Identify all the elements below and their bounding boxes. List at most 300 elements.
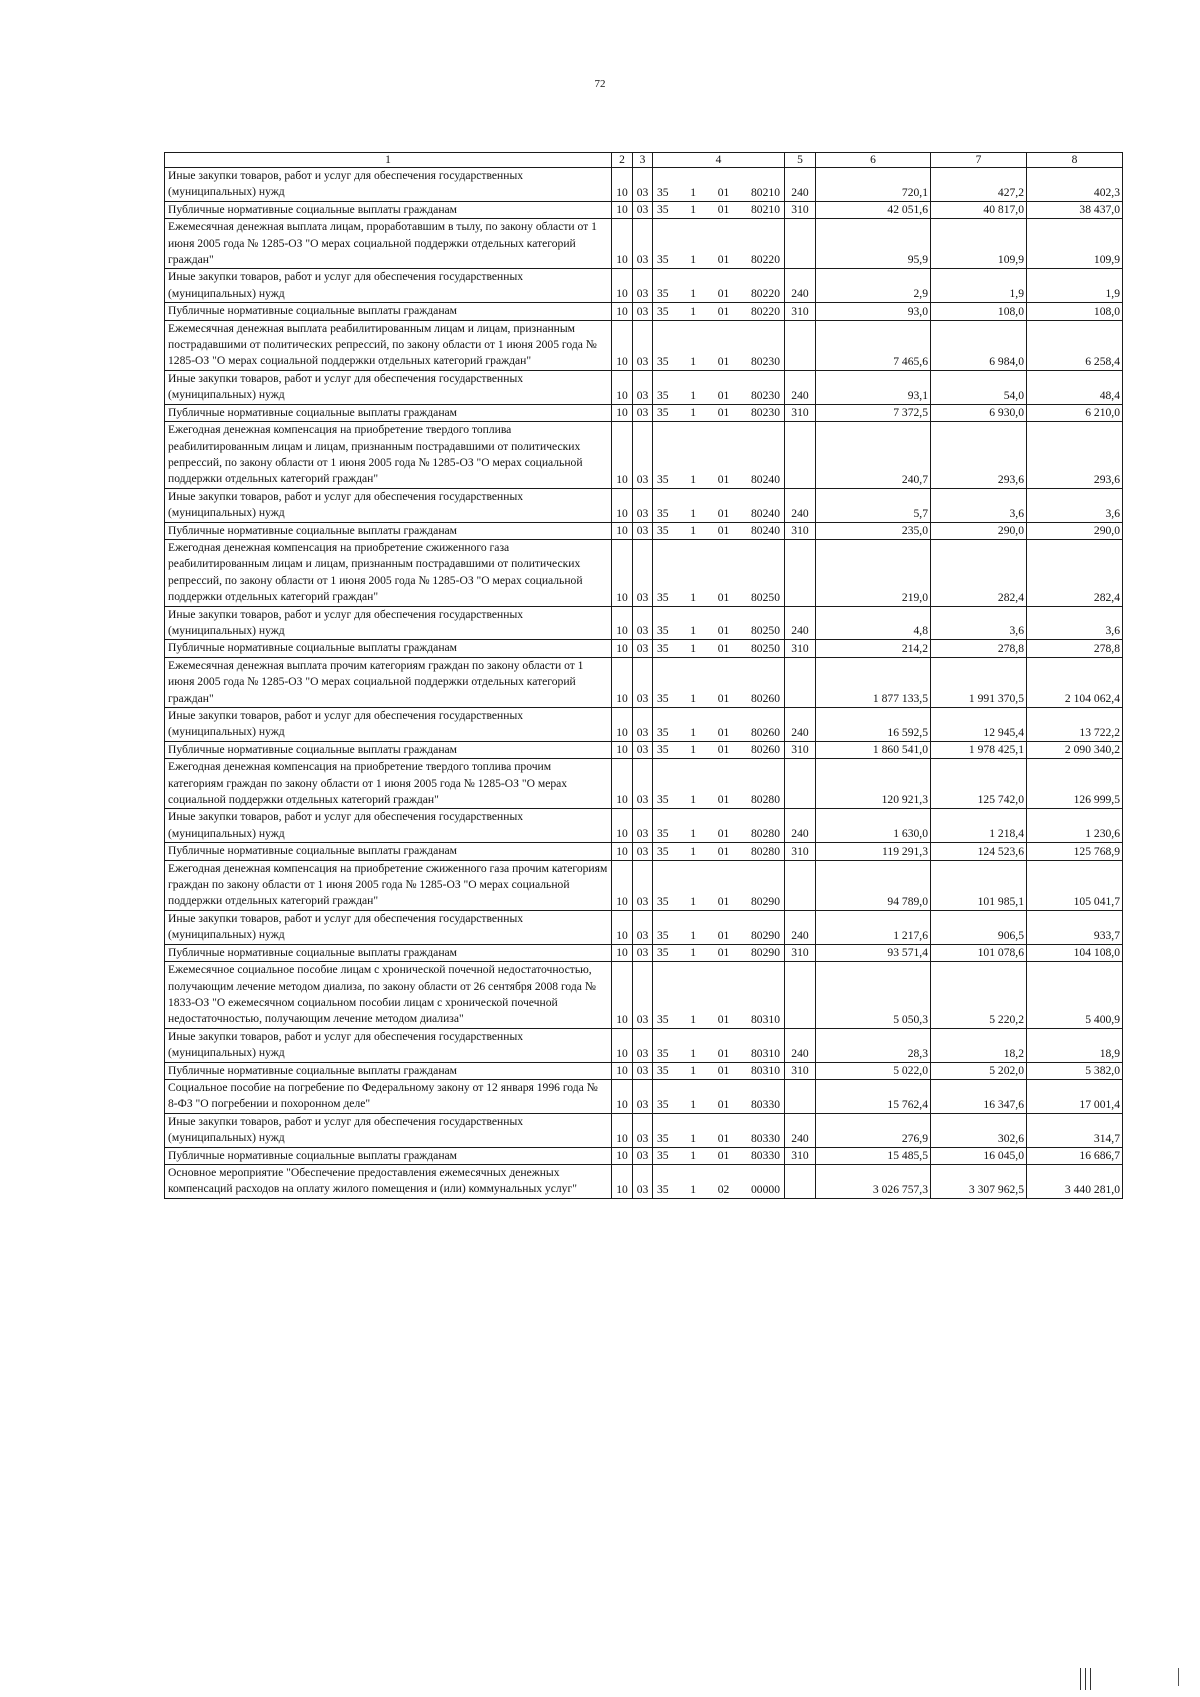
row-target-code [653,1113,785,1147]
row-amount-col-8: 278,8 [1027,640,1123,657]
row-amount-col-7: 1 218,4 [931,809,1027,843]
target-code-part: 1 [690,793,697,807]
row-name: Публичные нормативные социальные выплаты гражданам [165,1062,612,1079]
target-code-parts [657,1097,780,1113]
target-code-part: 80240 [751,472,780,486]
row-expense-type-code: 240 [785,809,816,843]
row-section-code: 10 [612,168,633,202]
row-amount-col-8: 108,0 [1027,303,1123,320]
row-expense-type-code: 240 [785,910,816,944]
row-subsection-code: 03 [633,640,653,657]
page-number: 72 [594,78,606,90]
row-amount-col-6: 240,7 [816,422,931,489]
row-amount-col-7: 6 984,0 [931,320,1027,370]
row-amount-col-7: 5 220,2 [931,962,1027,1029]
table-row [165,1062,1123,1079]
row-name: Иные закупки товаров, работ и услуг для обеспечения государственных (муниципальных) нужд [165,606,612,640]
row-amount-col-7: 6 930,0 [931,404,1027,421]
row-section-code: 10 [612,860,633,910]
target-code-part: 80330 [751,1148,780,1162]
target-code-part: 1 [690,946,697,960]
target-code-parts [657,623,780,639]
target-code-parts [657,304,780,320]
row-target-code [653,320,785,370]
target-code-part: 1 [690,253,697,267]
target-code-part: 1 [690,1012,697,1026]
row-expense-type-code [785,1079,816,1113]
row-target-code [653,759,785,809]
target-code-part: 01 [717,287,730,301]
row-name: Ежегодная денежная компенсация на приобретение твердого топлива прочим категориям граждан по закону области от 1 июня 2005 года № 1285-ОЗ "О мерах социальной поддержки отдельных категорий граждан" [165,759,612,809]
target-code-part: 80230 [751,354,780,368]
row-section-code: 10 [612,370,633,404]
target-code-parts [657,928,780,944]
target-code-part: 80260 [751,692,780,705]
row-section-code: 10 [612,1062,633,1079]
target-code-part: 35 [657,472,669,486]
row-expense-type-code: 310 [785,843,816,860]
table-row [165,522,1123,539]
table-row [165,370,1123,404]
target-code-parts [657,792,780,808]
row-target-code [653,962,785,1029]
row-expense-type-code: 310 [785,741,816,758]
target-code-part: 35 [657,253,669,267]
row-section-code: 10 [612,741,633,758]
row-amount-col-7: 101 078,6 [931,944,1027,961]
target-code-part: 35 [657,844,669,858]
row-target-code [653,809,785,843]
target-code-part: 35 [657,1012,669,1026]
target-code-parts [657,252,780,268]
header-col-7: 7 [931,153,1027,168]
target-code-parts [657,844,780,860]
target-code-part: 1 [690,590,697,604]
table-row [165,422,1123,489]
row-amount-col-8: 104 108,0 [1027,944,1123,961]
row-section-code: 10 [612,303,633,320]
budget-table [164,152,1123,1199]
row-amount-col-8: 933,7 [1027,910,1123,944]
table-row [165,168,1123,202]
target-code-part: 35 [657,743,669,757]
target-code-part: 35 [657,203,669,217]
target-code-part: 80330 [751,1097,780,1111]
target-code-part: 01 [717,304,730,318]
target-code-parts [657,641,780,657]
row-amount-col-7: 427,2 [931,168,1027,202]
row-target-code [653,1147,785,1164]
row-amount-col-7: 1 978 425,1 [931,741,1027,758]
row-amount-col-6: 93,0 [816,303,931,320]
row-expense-type-code: 240 [785,488,816,522]
target-code-parts [657,1063,780,1079]
row-target-code [653,168,785,202]
target-code-part: 01 [717,354,730,368]
target-code-parts [657,1182,780,1198]
target-code-part: 35 [657,624,669,638]
row-subsection-code: 03 [633,1113,653,1147]
target-code-part: 01 [717,1063,730,1077]
target-code-part: 1 [690,827,697,841]
table-row [165,606,1123,640]
target-code-part: 01 [717,406,730,420]
target-code-part: 01 [717,1046,730,1060]
row-target-code [653,741,785,758]
target-code-part: 80310 [751,1063,780,1077]
row-amount-col-7: 16 045,0 [931,1147,1027,1164]
target-code-part: 1 [690,641,697,655]
row-amount-col-8: 5 400,9 [1027,962,1123,1029]
row-target-code [653,539,785,606]
row-amount-col-6: 7 372,5 [816,404,931,421]
target-code-part: 1 [690,743,697,757]
table-row [165,539,1123,606]
row-amount-col-7: 278,8 [931,640,1027,657]
row-expense-type-code [785,657,816,707]
row-expense-type-code: 310 [785,1062,816,1079]
barcode-mark [1080,1668,1096,1690]
row-amount-col-6: 95,9 [816,219,931,269]
target-code-part: 01 [717,641,730,655]
table-row [165,219,1123,269]
target-code-part: 35 [657,827,669,841]
row-subsection-code: 03 [633,488,653,522]
row-subsection-code: 03 [633,843,653,860]
target-code-part: 01 [717,523,730,537]
row-expense-type-code: 310 [785,1147,816,1164]
row-subsection-code: 03 [633,962,653,1029]
target-code-parts [657,202,780,218]
row-subsection-code: 03 [633,1028,653,1062]
row-amount-col-8: 293,6 [1027,422,1123,489]
target-code-part: 35 [657,590,669,604]
row-amount-col-8: 125 768,9 [1027,843,1123,860]
row-target-code [653,640,785,657]
row-amount-col-8: 5 382,0 [1027,1062,1123,1079]
row-amount-col-6: 2,9 [816,269,931,303]
target-code-part: 35 [657,304,669,318]
row-name: Публичные нормативные социальные выплаты гражданам [165,741,612,758]
target-code-part: 02 [717,1182,730,1196]
row-section-code: 10 [612,606,633,640]
target-code-part: 35 [657,354,669,368]
row-expense-type-code [785,759,816,809]
row-section-code: 10 [612,809,633,843]
target-code-part: 80280 [751,844,780,858]
target-code-parts [657,742,780,758]
row-amount-col-8: 314,7 [1027,1113,1123,1147]
row-expense-type-code: 240 [785,370,816,404]
row-expense-type-code: 310 [785,404,816,421]
table-row [165,269,1123,303]
row-amount-col-6: 1 877 133,5 [816,657,931,707]
row-subsection-code: 03 [633,269,653,303]
row-subsection-code: 03 [633,168,653,202]
target-code-part: 80240 [751,506,780,520]
row-subsection-code: 03 [633,759,653,809]
target-code-part: 1 [690,406,697,420]
row-amount-col-8: 2 104 062,4 [1027,657,1123,707]
row-amount-col-8: 13 722,2 [1027,708,1123,742]
row-target-code [653,708,785,742]
target-code-part: 80280 [751,827,780,841]
row-subsection-code: 03 [633,1164,653,1198]
row-amount-col-7: 124 523,6 [931,843,1027,860]
target-code-part: 80240 [751,523,780,537]
row-subsection-code: 03 [633,910,653,944]
table-row [165,201,1123,218]
row-amount-col-6: 235,0 [816,522,931,539]
header-col-6: 6 [816,153,931,168]
target-code-part: 35 [657,1148,669,1162]
row-amount-col-8: 126 999,5 [1027,759,1123,809]
row-amount-col-6: 7 465,6 [816,320,931,370]
header-col-3: 3 [633,153,653,168]
row-amount-col-6: 1 217,6 [816,910,931,944]
target-code-part: 1 [690,894,697,908]
table-row [165,404,1123,421]
target-code-parts [657,286,780,302]
row-subsection-code: 03 [633,370,653,404]
target-code-part: 1 [690,1063,697,1077]
target-code-part: 35 [657,1046,669,1060]
target-code-part: 1 [690,304,697,318]
target-code-part: 80230 [751,388,780,402]
target-code-part: 35 [657,523,669,537]
row-amount-col-6: 219,0 [816,539,931,606]
target-code-parts [657,945,780,961]
header-col-8: 8 [1027,153,1123,168]
row-section-code: 10 [612,201,633,218]
table-row [165,640,1123,657]
row-name: Ежемесячное социальное пособие лицам с хронической почечной недостаточностью, получающим лечение методом диализа, по закону области от 26 сентября 2008 года № 1833-ОЗ "О ежемесячном социальном пособии лицам с хронической почечной недостаточностью, получающим лечение методом диализа" [165,962,612,1029]
row-target-code [653,219,785,269]
table-row [165,1113,1123,1147]
row-target-code [653,657,785,707]
table-row [165,708,1123,742]
row-section-code: 10 [612,1147,633,1164]
row-name: Ежегодная денежная компенсация на приобретение сжиженного газа прочим категориям граждан по закону области от 1 июня 2005 года № 1285-ОЗ "О мерах социальной поддержки отдельных категорий граждан" [165,860,612,910]
target-code-part: 35 [657,894,669,908]
row-section-code: 10 [612,1028,633,1062]
row-target-code [653,910,785,944]
target-code-part: 80250 [751,624,780,638]
row-name: Публичные нормативные социальные выплаты гражданам [165,1147,612,1164]
table-row [165,759,1123,809]
row-subsection-code: 03 [633,657,653,707]
row-expense-type-code [785,962,816,1029]
row-amount-col-8: 48,4 [1027,370,1123,404]
target-code-part: 80280 [751,793,780,807]
table-body [165,168,1123,1199]
row-target-code [653,269,785,303]
row-amount-col-8: 282,4 [1027,539,1123,606]
row-amount-col-6: 3 026 757,3 [816,1164,931,1198]
row-target-code [653,422,785,489]
row-amount-col-8: 3,6 [1027,606,1123,640]
row-amount-col-7: 108,0 [931,303,1027,320]
target-code-part: 1 [690,203,697,217]
target-code-part: 80210 [751,203,780,217]
target-code-part: 01 [717,1012,730,1026]
target-code-parts [657,523,780,539]
row-expense-type-code: 240 [785,1028,816,1062]
target-code-part: 80290 [751,928,780,942]
row-target-code [653,1028,785,1062]
row-target-code [653,201,785,218]
target-code-part: 01 [717,692,730,705]
row-amount-col-8: 6 258,4 [1027,320,1123,370]
row-name: Публичные нормативные социальные выплаты гражданам [165,843,612,860]
row-section-code: 10 [612,910,633,944]
header-col-5: 5 [785,153,816,168]
row-amount-col-8: 105 041,7 [1027,860,1123,910]
row-name: Социальное пособие на погребение по Федеральному закону от 12 января 1996 года № 8-ФЗ "О погребении и похоронном деле" [165,1079,612,1113]
row-subsection-code: 03 [633,606,653,640]
row-name: Иные закупки товаров, работ и услуг для обеспечения государственных (муниципальных) нужд [165,809,612,843]
target-code-part: 35 [657,406,669,420]
row-name: Иные закупки товаров, работ и услуг для обеспечения государственных (муниципальных) нужд [165,910,612,944]
row-target-code [653,843,785,860]
row-amount-col-7: 101 985,1 [931,860,1027,910]
row-expense-type-code: 240 [785,606,816,640]
target-code-part: 80310 [751,1012,780,1026]
table-row [165,657,1123,707]
row-name: Публичные нормативные социальные выплаты гражданам [165,944,612,961]
target-code-part: 35 [657,1063,669,1077]
target-code-part: 01 [717,253,730,267]
target-code-part: 01 [717,844,730,858]
row-expense-type-code [785,219,816,269]
row-amount-col-6: 15 762,4 [816,1079,931,1113]
target-code-part: 80310 [751,1046,780,1060]
table-row [165,1164,1123,1198]
target-code-part: 35 [657,725,669,739]
row-amount-col-6: 93,1 [816,370,931,404]
row-subsection-code: 03 [633,404,653,421]
row-amount-col-6: 5 050,3 [816,962,931,1029]
header-col-4: 4 [653,153,785,168]
row-name: Ежемесячная денежная выплата прочим категориям граждан по закону области от 1 июня 2005 года № 1285-ОЗ "О мерах социальной поддержки отдельных категорий граждан" [165,657,612,707]
row-amount-col-7: 282,4 [931,539,1027,606]
row-amount-col-8: 16 686,7 [1027,1147,1123,1164]
target-code-part: 01 [717,203,730,217]
row-amount-col-7: 1 991 370,5 [931,657,1027,707]
table-row [165,741,1123,758]
target-code-parts [657,472,780,488]
row-name: Публичные нормативные социальные выплаты гражданам [165,522,612,539]
row-expense-type-code: 310 [785,303,816,320]
row-expense-type-code: 310 [785,944,816,961]
row-section-code: 10 [612,1079,633,1113]
target-code-parts [657,894,780,910]
row-name: Публичные нормативные социальные выплаты гражданам [165,201,612,218]
row-expense-type-code [785,1164,816,1198]
target-code-part: 1 [690,1131,697,1145]
row-name: Ежегодная денежная компенсация на приобретение твердого топлива реабилитированным лицам и лицам, признанным пострадавшими от политических репрессий, по закону области от 1 июня 2005 года № 1285-ОЗ "О мерах социальной поддержки отдельных категорий граждан" [165,422,612,489]
target-code-part: 1 [690,287,697,301]
row-amount-col-8: 18,9 [1027,1028,1123,1062]
row-expense-type-code: 310 [785,201,816,218]
target-code-part: 1 [690,388,697,402]
row-subsection-code: 03 [633,320,653,370]
row-amount-col-6: 1 860 541,0 [816,741,931,758]
target-code-part: 01 [717,1097,730,1111]
row-name: Иные закупки товаров, работ и услуг для обеспечения государственных (муниципальных) нужд [165,1113,612,1147]
target-code-part: 1 [690,1097,697,1111]
row-section-code: 10 [612,269,633,303]
target-code-parts [657,725,780,741]
table-row [165,843,1123,860]
row-target-code [653,1164,785,1198]
target-code-parts [657,691,780,707]
target-code-part: 80260 [751,725,780,739]
table-row [165,809,1123,843]
target-code-part: 01 [717,793,730,807]
row-expense-type-code [785,539,816,606]
target-code-parts [657,185,780,201]
row-expense-type-code: 240 [785,269,816,303]
edge-mark [1178,1668,1179,1686]
row-amount-col-7: 293,6 [931,422,1027,489]
target-code-part: 1 [690,928,697,942]
target-code-part: 1 [690,844,697,858]
target-code-part: 80210 [751,185,780,199]
row-amount-col-6: 94 789,0 [816,860,931,910]
row-subsection-code: 03 [633,860,653,910]
target-code-part: 35 [657,1097,669,1111]
row-name: Публичные нормативные социальные выплаты гражданам [165,303,612,320]
row-subsection-code: 03 [633,219,653,269]
table-header [165,153,1123,168]
target-code-parts [657,826,780,842]
row-amount-col-6: 276,9 [816,1113,931,1147]
row-section-code: 10 [612,759,633,809]
target-code-part: 1 [690,1148,697,1162]
table-row [165,320,1123,370]
row-name: Иные закупки товаров, работ и услуг для обеспечения государственных (муниципальных) нужд [165,269,612,303]
table-row [165,1147,1123,1164]
row-target-code [653,944,785,961]
row-name: Иные закупки товаров, работ и услуг для обеспечения государственных (муниципальных) нужд [165,708,612,742]
row-name: Публичные нормативные социальные выплаты гражданам [165,640,612,657]
target-code-part: 35 [657,928,669,942]
row-amount-col-7: 5 202,0 [931,1062,1027,1079]
row-subsection-code: 03 [633,539,653,606]
row-amount-col-6: 720,1 [816,168,931,202]
row-target-code [653,488,785,522]
row-target-code [653,860,785,910]
target-code-parts [657,1012,780,1028]
header-col-1: 1 [165,153,612,168]
row-amount-col-6: 15 485,5 [816,1147,931,1164]
row-expense-type-code: 310 [785,522,816,539]
target-code-part: 80290 [751,946,780,960]
table-row [165,860,1123,910]
target-code-parts [657,388,780,404]
target-code-part: 01 [717,743,730,757]
target-code-part: 80290 [751,894,780,908]
row-target-code [653,370,785,404]
target-code-parts [657,1131,780,1147]
target-code-part: 35 [657,506,669,520]
row-subsection-code: 03 [633,1079,653,1113]
row-subsection-code: 03 [633,1147,653,1164]
row-target-code [653,1062,785,1079]
row-expense-type-code [785,422,816,489]
row-expense-type-code: 240 [785,1113,816,1147]
